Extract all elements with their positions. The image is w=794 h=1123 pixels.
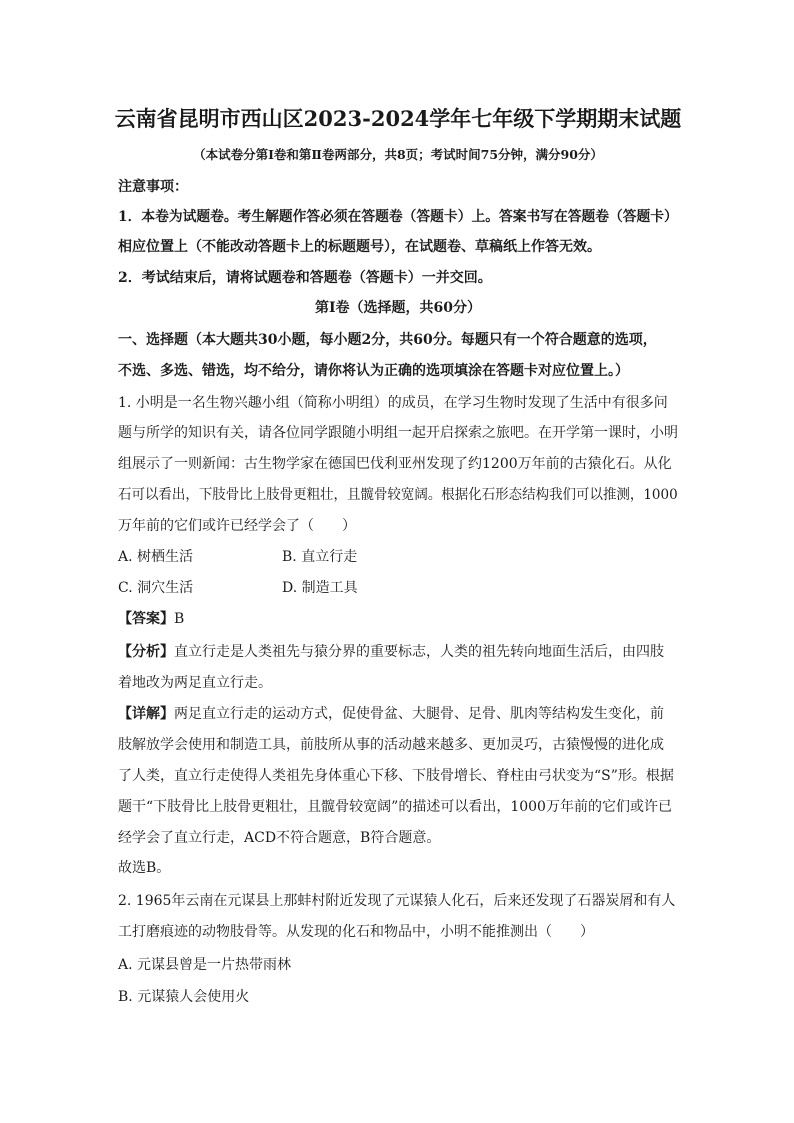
q1-option-b: B. 直立行走 — [282, 549, 358, 565]
q1-detail-line-2: 肢解放学会使用和制造工具，前肢所从事的活动越来越多、更加灵巧，古猿慢慢的进化成 — [118, 737, 664, 753]
section-1-instruction-line-2: 不选、多选、错选，均不给分，请你将认为正确的选项填涂在答题卡对应位置上。） — [118, 363, 629, 379]
q1-stem-line-4: 石可以看出，下肢骨比上肢骨更粗壮，且髋骨较宽阔。根据化石形态结构我们可以推测，1000 — [118, 487, 678, 503]
detail-tag: 【详解】 — [118, 706, 174, 722]
answer-tag: 【答案】 — [118, 611, 174, 627]
q2-stem-line-2: 工打磨痕迹的动物肢骨等。从发现的化石和物品中，小明不能推测出（ ） — [118, 924, 594, 940]
answer-value: B — [174, 611, 185, 627]
q1-option-row-1 — [118, 547, 358, 567]
notice-item-1-line-2: 相应位置上（不能改动答题卡上的标题题号），在试题卷、草稿纸上作答无效。 — [118, 239, 601, 255]
page-subtitle: （本试卷分第Ⅰ卷和第Ⅱ卷两部分，共8页；考试时间75分钟，满分90分） — [193, 147, 603, 162]
q2-stem-line-1: 2. 1965年云南在元谋县上那蚌村附近发现了元谋猿人化石，后来还发现了石器炭屑和有人 — [118, 893, 676, 909]
q1-detail-line-4: 题干“下肢骨比上肢骨更粗壮，且髋骨较宽阔”的描述可以看出，1000万年前的它们或许已 — [118, 799, 672, 815]
notice-heading: 注意事项： — [118, 179, 188, 195]
q1-conclusion: 故选B。 — [118, 860, 171, 876]
analysis-tag: 【分析】 — [118, 644, 174, 660]
q1-option-row-2 — [118, 578, 358, 598]
q2-option-a: A. 元谋县曾是一片热带雨林 — [118, 957, 292, 973]
section-1-instruction-line-1: 一、选择题（本大题共30小题，每小题2分，共60分。每题只有一个符合题意的选项， — [118, 332, 657, 348]
notice-item-1-line-1: 1．本卷为试题卷。考生解题作答必须在答题卷（答题卡）上。答案书写在答题卷（答题卡） — [118, 209, 678, 225]
analysis-text: 直立行走是人类祖先与猿分界的重要标志，人类的祖先转向地面生活后，由四肢 — [174, 644, 664, 660]
q1-stem-line-3: 组展示了一则新闻：古生物学家在德国巴伐利亚州发现了约1200万年前的古猿化石。从化 — [118, 456, 672, 472]
detail-text: 两足直立行走的运动方式，促使骨盆、大腿骨、足骨、肌肉等结构发生变化，前 — [174, 706, 664, 722]
q1-stem-line-2: 题与所学的知识有关，请各位同学跟随小明组一起开启探索之旅吧。在开学第一课时，小明 — [118, 425, 678, 441]
q1-analysis-line-1 — [118, 642, 664, 662]
q1-option-d: D. 制造工具 — [282, 580, 358, 596]
q1-option-a: A. 树栖生活 — [118, 549, 194, 565]
q1-analysis-line-2: 着地改为两足直立行走。 — [118, 675, 272, 691]
notice-item-2: 2．考试结束后，请将试题卷和答题卷（答题卡）一并交回。 — [118, 270, 492, 286]
q1-detail-line-5: 经学会了直立行走，ACD不符合题意，B符合题意。 — [118, 830, 441, 846]
q1-option-c: C. 洞穴生活 — [118, 580, 194, 596]
q1-detail-line-3: 了人类，直立行走使得人类祖先身体重心下移、下肢骨增长、脊柱由弓状变为“S”形。根据 — [118, 768, 674, 784]
q1-stem-line-5: 万年前的它们或许已经学会了（ ） — [118, 518, 356, 534]
page-title: 云南省昆明市西山区2023-2024学年七年级下学期期末试题 — [114, 106, 682, 131]
q2-option-b: B. 元谋猿人会使用火 — [118, 989, 250, 1005]
q1-answer — [118, 609, 184, 629]
q1-detail-line-1 — [118, 704, 664, 724]
q1-stem-line-1: 1. 小明是一名生物兴趣小组（简称小明组）的成员，在学习生物时发现了生活中有很多问 — [118, 395, 668, 411]
section-1-title: 第Ⅰ卷（选择题，共60分） — [314, 300, 482, 316]
